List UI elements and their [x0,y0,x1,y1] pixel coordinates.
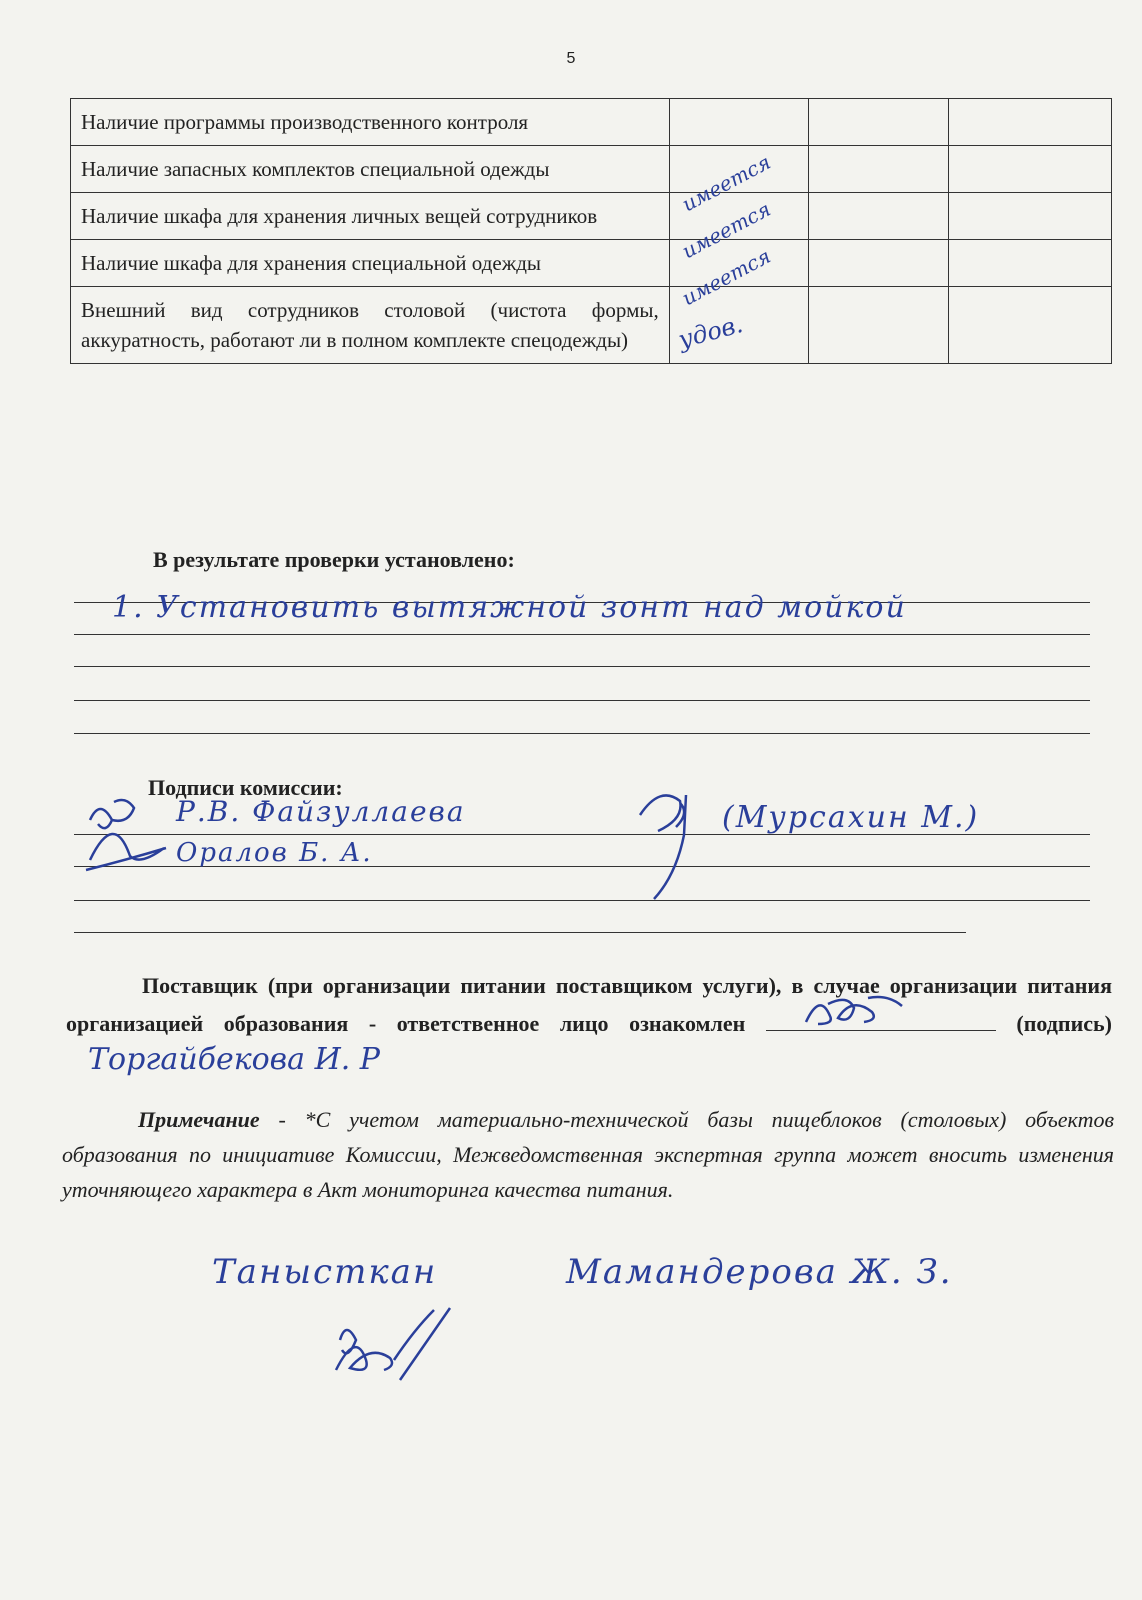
signatures-heading: Подписи комиссии: [148,775,343,800]
signature-scribble-1 [80,790,180,890]
empty-cell [809,287,949,364]
checklist-item: Наличие шкафа для хранения специальной одежды [71,240,670,287]
checklist-mark [669,193,809,264]
commission-signature-1: Р.В. Файзуллаева [176,795,466,828]
checklist-mark [669,287,809,364]
checklist-item: Наличие запасных комплектов специальной одежды [71,146,670,193]
checklist-item: Внешний вид сотрудников столовой (чистота формы, аккуратность, работают ли в полном комплекте спецодежды) [71,287,670,364]
signature-blank [766,1004,996,1031]
empty-cell [809,146,949,193]
empty-cell [948,146,1111,193]
empty-cell [948,240,1111,287]
handwritten-mark: имеется [677,196,775,264]
inspection-checklist-table [70,98,1112,364]
checklist-item: Наличие шкафа для хранения личных вещей сотрудников [71,193,670,240]
empty-cell [948,287,1111,364]
ruled-line [74,666,1090,667]
ruled-line [74,932,966,933]
table-row [71,240,1112,287]
commission-signature-2: Оралов Б. А. [176,838,373,868]
supplier-acknowledgement [66,968,1112,1080]
ruled-line [74,900,1090,901]
ruled-line [74,634,1090,635]
signature-scribble-2 [620,775,730,905]
ruled-line [74,733,1090,734]
commission-signature-3: (Мурсахин М.) [722,800,980,835]
checklist-mark [669,99,809,146]
signature-caption: (подпись) [1016,1011,1112,1036]
supplier-text: Поставщик (при организации питании поставщиком услуги), в случае организации питания организацией образования - ответственное лицо ознакомлен [66,973,1112,1036]
checklist-item: Наличие программы производственного контроля [71,99,670,146]
bottom-handwriting-1: Танысткан [212,1252,438,1292]
table-row [71,193,1112,240]
handwritten-mark: имеется [677,243,775,311]
bottom-handwriting-2: Мамандерова Ж. З. [566,1252,953,1292]
note-label: Примечание [138,1107,260,1132]
result-heading: В результате проверки установлено: [153,547,515,572]
empty-cell [948,193,1111,240]
page-number: 5 [566,50,576,67]
handwritten-mark: имеется [677,149,775,217]
table-row [71,99,1112,146]
empty-cell [948,99,1111,146]
checklist-mark [669,240,809,311]
handwritten-mark: удов. [675,310,746,354]
table-row [71,287,1112,364]
empty-cell [809,193,949,240]
empty-cell [809,240,949,287]
empty-cell [809,99,949,146]
note-paragraph [62,1102,1114,1207]
ruled-line [74,700,1090,701]
note-text: - *С учетом материально-технической базы пищеблоков (столовых) объектов образования по инициативе Комиссии, Межведомственная экспертная группа может вносить изменения уточняющего характера в Акт мониторинга качества питания. [62,1107,1114,1202]
supplier-handwritten-name: Торгайбекова И. Р [88,1042,380,1077]
bottom-signature-scribble [330,1300,460,1400]
handwritten-finding: 1. Установить вытяжной зонт над мойкой [112,590,907,625]
checklist-mark [669,146,809,217]
supplier-signature-scribble [798,986,918,1032]
table-row [71,146,1112,193]
